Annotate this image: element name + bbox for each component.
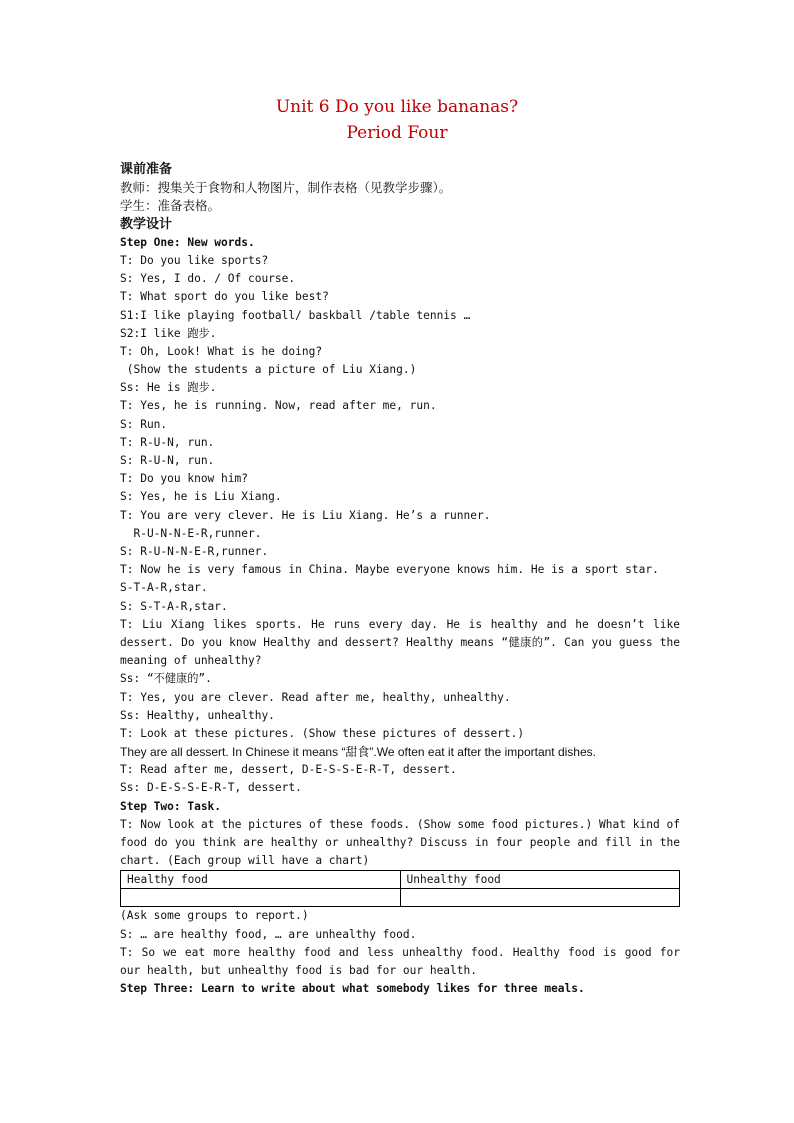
chart-cell-healthy: [121, 889, 401, 907]
step-three-heading: Step Three: Learn to write about what somebody likes for three meals.: [120, 982, 585, 996]
dialogue-line: T: You are very clever. He is Liu Xiang. He’s a runner.: [120, 508, 491, 522]
dialogue-line: S-T-A-R,star.: [120, 581, 208, 595]
dialogue-line: T: Do you like sports?: [120, 253, 269, 267]
dialogue-line: (Show the students a picture of Liu Xiang.): [120, 363, 417, 377]
dialogue-line: S1:I like playing football/ baskball /table tennis …: [120, 308, 471, 322]
dialogue-line: R-U-N-N-E-R,runner.: [120, 526, 262, 540]
dialogue-line: T: R-U-N, run.: [120, 435, 215, 449]
dialogue-line: S: … are healthy food, … are unhealthy food.: [120, 927, 417, 941]
chart-cell-unhealthy: [400, 889, 680, 907]
food-chart-table: [120, 870, 680, 907]
paragraph-liu-xiang: T: Liu Xiang likes sports. He runs every day. He is healthy and he doesn’t like dessert. Do you know Healthy and dessert? Healthy means “健康的”. Can you guess the meaning of unhealthy?: [120, 617, 680, 668]
dialogue-line: Ss: “不健康的”.: [120, 672, 212, 686]
dialogue-line: T: Read after me, dessert, D-E-S-S-E-R-T, dessert.: [120, 763, 457, 777]
dialogue-line: T: Look at these pictures. (Show these pictures of dessert.): [120, 726, 525, 740]
dialogue-line: S: Run.: [120, 417, 168, 431]
dialogue-line: T: What sport do you like best?: [120, 290, 329, 304]
dialogue-line: T: Oh, Look! What is he doing?: [120, 344, 323, 358]
dialogue-line: Ss: D-E-S-S-E-R-T, dessert.: [120, 781, 302, 795]
dialogue-line: T: Yes, he is running. Now, read after me, run.: [120, 399, 437, 413]
dialogue-line: S: R-U-N, run.: [120, 454, 215, 467]
step-one-heading: Step One: New words.: [120, 235, 255, 249]
document-title: Unit 6 Do you like bananas?: [275, 97, 519, 117]
dialogue-line: S: S-T-A-R,star.: [120, 599, 228, 613]
document-subtitle: Period Four: [346, 123, 448, 143]
dialogue-block-a: [120, 252, 680, 561]
dialogue-line: S2:I like 跑步.: [120, 326, 217, 340]
prep-heading: 课前准备: [120, 162, 173, 177]
paragraph-dessert: They are all dessert. In Chinese it means “甜食”.We often eat it after the important dishes.: [120, 745, 596, 760]
dialogue-line: S: Yes, he is Liu Xiang.: [120, 490, 282, 504]
student-prep: 学生：准备表格。: [120, 198, 221, 214]
dialogue-line: T: Do you know him?: [120, 472, 248, 486]
paragraph-task: T: Now look at the pictures of these foods. (Show some food pictures.) What kind of food do you think are healthy or unhealthy? Discuss in four people and fill in the chart. (Each group will have a chart): [120, 817, 680, 868]
dialogue-line: S: R-U-N-N-E-R,runner.: [120, 544, 269, 558]
chart-header-healthy: Healthy food: [121, 871, 401, 889]
teacher-prep: 教师：搜集关于食物和人物图片，制作表格（见教学步骤）。: [120, 180, 452, 196]
design-heading: 教学设计: [120, 216, 173, 232]
dialogue-line: S: Yes, I do. / Of course.: [120, 272, 296, 286]
paragraph-famous: T: Now he is very famous in China. Maybe everyone knows him. He is a sport star.: [120, 563, 659, 577]
paragraph-health: T: So we eat more healthy food and less unhealthy food. Healthy food is good for our health, but unhealthy food is bad for our health.: [120, 945, 680, 978]
dialogue-line: (Ask some groups to report.): [120, 909, 309, 923]
dialogue-line: Ss: He is 跑步.: [120, 381, 217, 395]
dialogue-line: T: Yes, you are clever. Read after me, healthy, unhealthy.: [120, 690, 511, 704]
chart-header-unhealthy: Unhealthy food: [400, 871, 680, 889]
lesson-body: [120, 161, 680, 998]
dialogue-line: Ss: Healthy, unhealthy.: [120, 708, 275, 722]
step-two-heading: Step Two: Task.: [120, 799, 222, 813]
